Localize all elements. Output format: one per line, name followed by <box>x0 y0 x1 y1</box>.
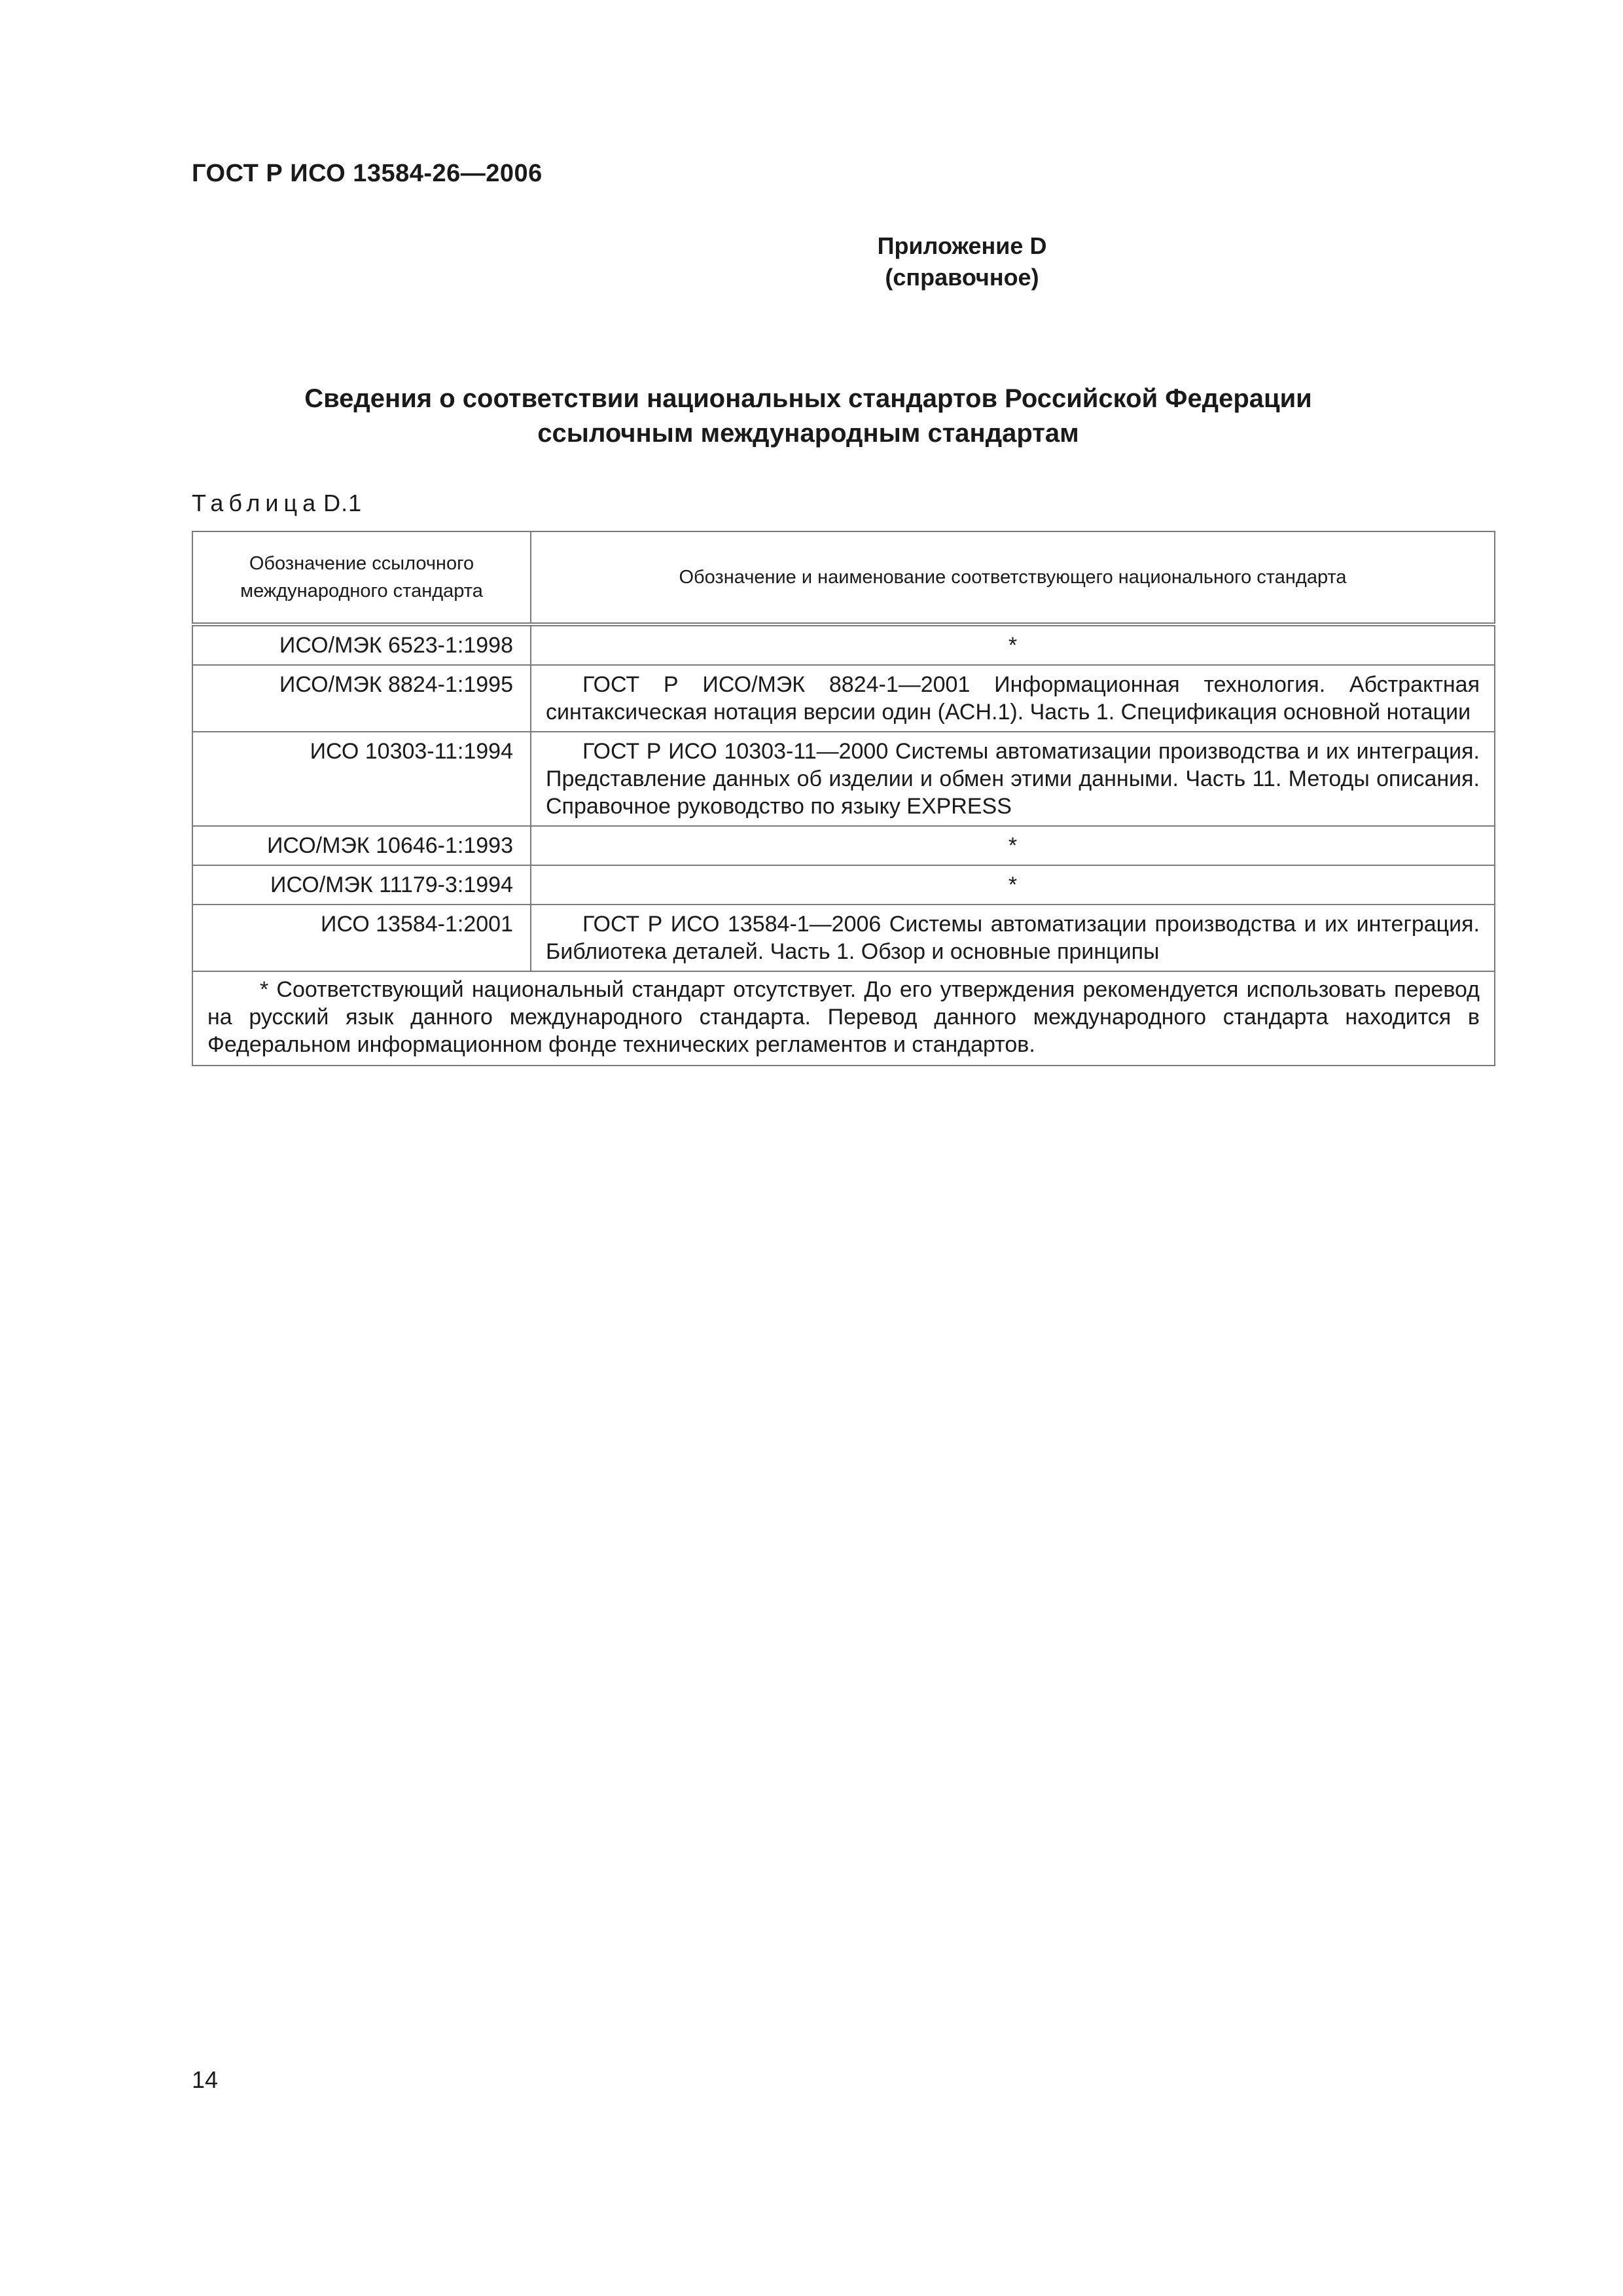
national-standard-text: ГОСТ Р ИСО 13584-1—2006 Системы автоматизации производства и их интеграция. Библиотека деталей. Часть 1. Обзор и основные принципы <box>546 912 1480 964</box>
appendix-status: (справочное) <box>885 264 1039 291</box>
section-title-line-1: Сведения о соответствии национальных стандартов Российской Федерации <box>304 384 1312 413</box>
table-row <box>192 865 1495 905</box>
section-title-line-2: ссылочным международным стандартам <box>537 419 1079 448</box>
national-standard-cell <box>531 905 1495 971</box>
table-footnote-row <box>192 971 1495 1066</box>
national-standard-cell: * <box>531 826 1495 865</box>
table-header-row <box>192 531 1495 624</box>
table-row <box>192 905 1495 971</box>
table-caption-number: D.1 <box>323 490 363 516</box>
national-standard-text: ГОСТ Р ИСО 10303-11—2000 Системы автоматизации производства и их интеграция. Представление данных об изделии и обмен этими данными. Часть 11. Методы описания. Справочное руководство по языку EXPRESS <box>546 739 1480 819</box>
national-standard-cell: * <box>531 865 1495 905</box>
reference-standard-cell: ИСО/МЭК 6523-1:1998 <box>192 624 531 665</box>
national-standard-cell <box>531 665 1495 732</box>
reference-standard-cell: ИСО 10303-11:1994 <box>192 732 531 826</box>
document-designation: ГОСТ Р ИСО 13584-26—2006 <box>192 160 543 187</box>
table-footnote-text: * Соответствующий национальный стандарт отсутствует. До его утверждения рекомендуется использовать перевод на русский язык данного международного стандарта. Перевод данного международного стандарта находится в Федеральном информационном фонде технических регламентов и стандартов. <box>207 977 1480 1057</box>
table-row <box>192 665 1495 732</box>
table-caption <box>192 490 362 517</box>
appendix-heading <box>0 230 1623 293</box>
appendix-label: Приложение D <box>877 232 1047 259</box>
table-footnote <box>192 971 1495 1066</box>
standards-correspondence-table <box>192 531 1495 1066</box>
table-row <box>192 732 1495 826</box>
reference-standard-cell: ИСО/МЭК 8824-1:1995 <box>192 665 531 732</box>
national-standard-cell <box>531 732 1495 826</box>
column-header-reference: Обозначение ссылочного международного стандарта <box>192 531 531 624</box>
table-row <box>192 826 1495 865</box>
column-header-national: Обозначение и наименование соответствующего национального стандарта <box>531 531 1495 624</box>
reference-standard-cell: ИСО/МЭК 11179-3:1994 <box>192 865 531 905</box>
national-standard-cell: * <box>531 624 1495 665</box>
reference-standard-cell: ИСО 13584-1:2001 <box>192 905 531 971</box>
table-row <box>192 624 1495 665</box>
section-title <box>196 382 1420 451</box>
national-standard-text: ГОСТ Р ИСО/МЭК 8824-1—2001 Информационная технология. Абстрактная синтаксическая нотация версии один (АСН.1). Часть 1. Спецификация основной нотации <box>546 672 1480 725</box>
reference-standard-cell: ИСО/МЭК 10646-1:1993 <box>192 826 531 865</box>
table-caption-label: Таблица <box>192 490 321 516</box>
page-number: 14 <box>192 2066 219 2093</box>
